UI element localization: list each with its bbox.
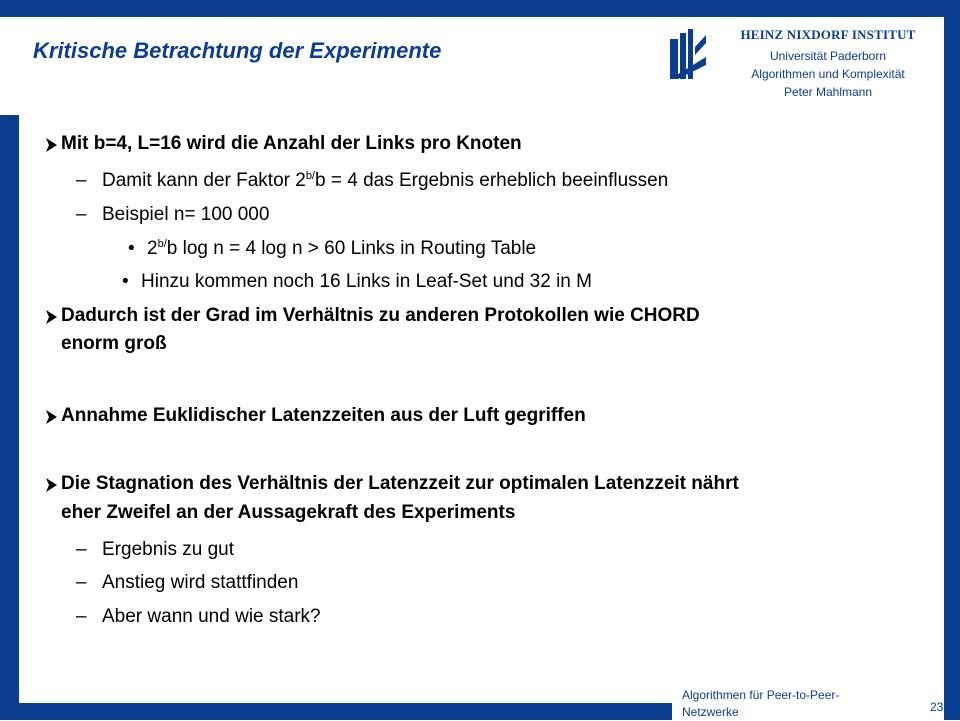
dash-bullet: – (76, 204, 87, 225)
arrow-bullet-icon (46, 478, 58, 492)
sub-bullet-text: Damit kann der Faktor $2^{b/}b = 4$ das Ergebnis erheblich beeinflussen (102, 170, 669, 191)
header-area (0, 17, 664, 115)
frame-top (0, 0, 960, 17)
sub-bullet-text: Anstieg wird stattfinden (102, 572, 299, 593)
sub-bullet-text: Aber wann und wie stark? (102, 606, 321, 627)
bullet-text: Die Stagnation des Verhältnis der Latenzzeit zur optimalen Latenzzeit nährt (61, 473, 739, 494)
arrow-bullet-icon (46, 138, 58, 152)
dash-bullet: – (76, 572, 87, 593)
university-logo-icon (668, 27, 708, 81)
bullet-text: Mit b=4, L=16 wird die Anzahl der Links pro Knoten (61, 133, 522, 154)
institute-name: HEINZ NIXDORF INSTITUT (740, 27, 916, 42)
sub-bullet-text: Beispiel n= 100 000 (102, 204, 270, 225)
frame-right (944, 0, 960, 720)
dash-bullet: – (76, 606, 87, 627)
dash-bullet: – (76, 539, 87, 560)
footer-course: Algorithmen für Peer-to-Peer-Netzwerke (682, 688, 840, 719)
frame-left (0, 115, 19, 720)
bullet-text-continued: eher Zweifel an der Aussagekraft des Experiments (61, 502, 516, 523)
bullet-text-continued: enorm groß (61, 333, 167, 354)
bullet-text: Annahme Euklidischer Latenzzeiten aus der Luft gegriffen (61, 405, 586, 426)
dot-bullet: • (122, 271, 129, 292)
department-line: Algorithmen und Komplexität (751, 67, 905, 81)
sub-bullet-text: Ergebnis zu gut (102, 539, 235, 560)
arrow-bullet-icon (46, 310, 58, 324)
bullet-text: Dadurch ist der Grad im Verhältnis zu anderen Protokollen wie CHORD (61, 305, 700, 326)
frame-bottom (0, 703, 672, 720)
slide-title: Kritische Betrachtung der Experimente (33, 38, 442, 63)
university-line: Universität Paderborn (769, 49, 887, 63)
arrow-bullet-icon (46, 410, 58, 424)
author-line: Peter Mahlmann (783, 85, 873, 99)
dot-bullet: • (128, 238, 135, 259)
page-number: 23 (930, 700, 944, 714)
sub-sub-bullet-text: $2^{b/}b$ log n = 4 log n > 60 Links in Routing Table (147, 238, 537, 259)
sub-sub-bullet-text: Hinzu kommen noch 16 Links in Leaf-Set und 32 in M (141, 271, 592, 292)
dash-bullet: – (76, 170, 87, 191)
